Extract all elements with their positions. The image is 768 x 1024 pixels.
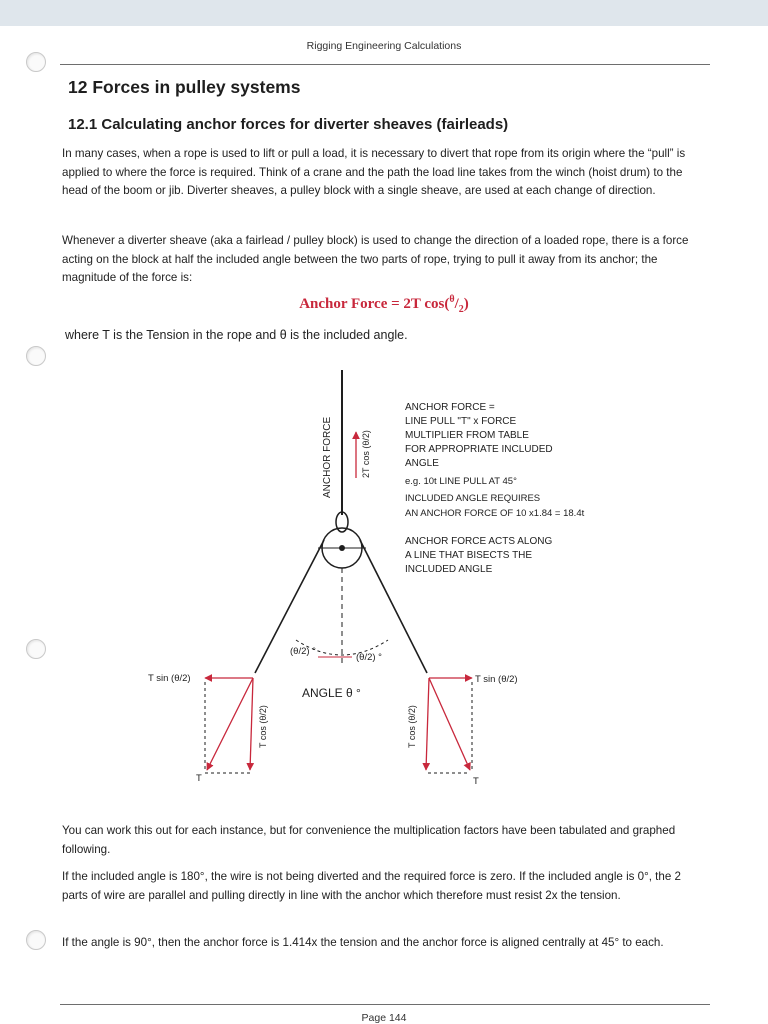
note2-line3: AN ANCHOR FORCE OF 10 x1.84 = 18.4t bbox=[405, 508, 585, 519]
binder-hole bbox=[26, 930, 46, 950]
tsin-left-label: T sin (θ/2) bbox=[148, 673, 191, 684]
note3-line3: INCLUDED ANGLE bbox=[405, 564, 493, 575]
note2-line2: INCLUDED ANGLE REQUIRES bbox=[405, 493, 541, 504]
angle180-paragraph: If the included angle is 180°, the wire is not being diverted and the required force is zero. If the included angle is 0°, the 2 parts of wire are parallel and pulling directly in line with the anchor which therefore must resist 2x the tension. bbox=[62, 870, 681, 902]
intro-paragraph: In many cases, when a rope is used to lift or pull a load, it is necessary to divert that rope from its origin where the “pull” is applied to where the force is required. Think of a crane and the path the load line takes from the winch (hoist drum) to the head of the boom or jib. Diverter sheaves, a pulley block with a single sheave, are used at each change of direction. bbox=[62, 147, 686, 197]
scan-top-band bbox=[0, 0, 768, 26]
section-title: 12 Forces in pulley systems bbox=[68, 77, 301, 97]
tcos-left-label: T cos (θ/2) bbox=[258, 705, 268, 748]
half-angle-left: (θ/2) ° bbox=[290, 646, 316, 657]
binder-hole bbox=[26, 52, 46, 72]
t-left-label: T bbox=[196, 773, 202, 784]
page-number: Page 144 bbox=[361, 1012, 407, 1024]
anchor-cos-label: 2T cos (θ/2) bbox=[361, 430, 371, 478]
section-subtitle: 12.1 Calculating anchor forces for diverter sheaves (fairleads) bbox=[68, 116, 509, 133]
note1-line1: ANCHOR FORCE = bbox=[405, 402, 495, 413]
header-rule bbox=[60, 64, 710, 65]
whenever-paragraph: Whenever a diverter sheave (aka a fairlead / pulley block) is used to change the direction of a loaded rope, there is a force acting on the block at half the included angle between the two parts of rope, trying to pull it away from its anchor; the magnitude of the force is: bbox=[62, 234, 689, 284]
formula-denominator: 2 bbox=[458, 304, 464, 315]
note1-line3: MULTIPLIER FROM TABLE bbox=[405, 430, 529, 441]
note2-line1: e.g. 10t LINE PULL AT 45° bbox=[405, 476, 517, 487]
anchor-force-label: ANCHOR FORCE bbox=[322, 416, 333, 498]
note3-line1: ANCHOR FORCE ACTS ALONG bbox=[405, 536, 553, 547]
angle-theta-label: ANGLE θ ° bbox=[302, 686, 361, 700]
diverter-sheave-diagram bbox=[0, 360, 768, 800]
note1-line2: LINE PULL "T" x FORCE bbox=[405, 416, 517, 427]
running-header: Rigging Engineering Calculations bbox=[306, 40, 462, 52]
formula-numerator: θ bbox=[449, 294, 455, 305]
formula-prefix: Anchor Force = 2T cos( bbox=[299, 296, 450, 312]
t-right-arrow bbox=[429, 678, 470, 770]
note1-line5: ANGLE bbox=[405, 458, 439, 469]
t-left-arrow bbox=[207, 678, 253, 770]
tsin-right-label: T sin (θ/2) bbox=[475, 674, 518, 685]
tabulated-paragraph: You can work this out for each instance, but for convenience the multiplication factors have been tabulated and graphed following. bbox=[62, 824, 676, 856]
anchor-force-formula: Anchor Force = 2T $\cos(^\theta/_2)$ bbox=[299, 294, 469, 315]
half-angle-right: (θ/2) ° bbox=[356, 652, 382, 663]
tcos-right-label: T cos (θ/2) bbox=[407, 705, 417, 748]
formula-suffix: ) bbox=[463, 296, 469, 312]
note3-line2: A LINE THAT BISECTS THE bbox=[405, 550, 533, 561]
diagram-notes bbox=[405, 402, 585, 575]
where-text: where T is the Tension in the rope and θ is the included angle. bbox=[65, 328, 408, 342]
footer-rule bbox=[60, 1004, 710, 1005]
note1-line4: FOR APPROPRIATE INCLUDED bbox=[405, 444, 553, 455]
tcos-left-arrow bbox=[250, 678, 253, 770]
tcos-right-arrow bbox=[426, 678, 429, 770]
t-right-label: T bbox=[473, 776, 479, 787]
angle90-paragraph: If the angle is 90°, then the anchor force is 1.414x the tension and the anchor force is aligned centrally at 45° to each. bbox=[62, 936, 664, 949]
